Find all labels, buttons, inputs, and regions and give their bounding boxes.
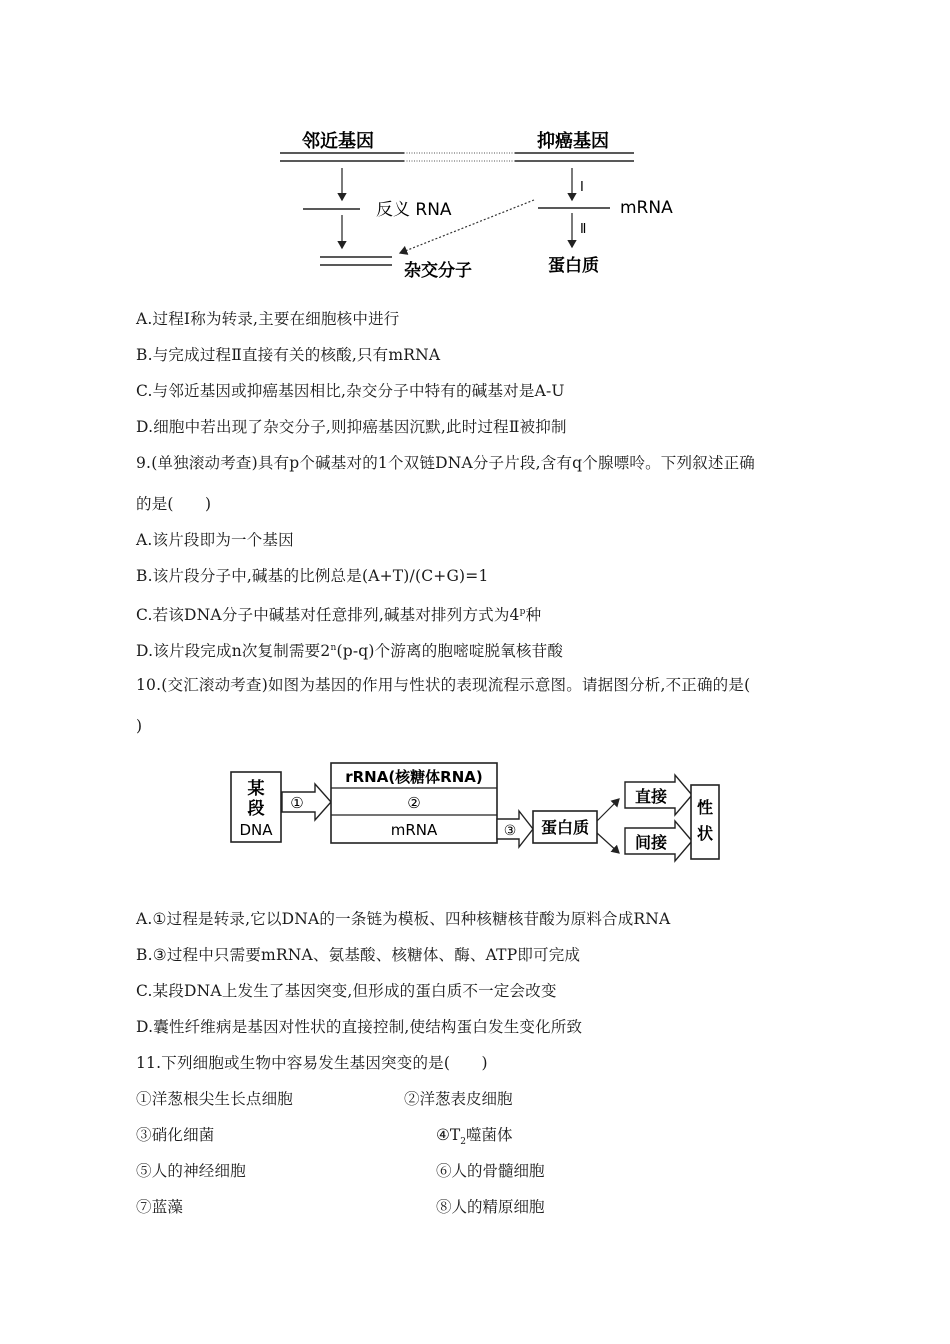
q9-option-d [136,638,563,661]
q11-item-8: ⑧人的精原细胞 [436,1198,545,1216]
step-2-label: ② [407,794,421,812]
q9-option-c-suffix: 种 [525,606,542,625]
dna-box-char-3: DNA [239,821,273,839]
q8-option-c: C.与邻近基因或抑癌基因相比,杂交分子中特有的碱基对是A-U [136,382,565,400]
gene-silencing-diagram [270,120,690,290]
q11-item-2: ②洋葱表皮细胞 [404,1090,513,1108]
q8-option-a: A.过程Ⅰ称为转录,主要在细胞核中进行 [136,310,400,328]
q9-stem-line2: 的是( ) [136,495,212,513]
trait-char-2: 状 [696,824,714,843]
hybrid-molecule-label: 杂交分子 [404,261,472,281]
protein-box-label: 蛋白质 [540,818,590,837]
process-2-label: Ⅱ [580,222,587,237]
q9-option-d-text: D.该片段完成n次复制需要2 [136,642,331,661]
q10-option-c: C.某段DNA上发生了基因突变,但形成的蛋白质不一定会改变 [136,982,557,1000]
mrna-label: mRNA [620,198,673,218]
q11-item-5: ⑤人的神经细胞 [136,1162,246,1180]
q11-stem: 11.下列细胞或生物中容易发生基因突变的是( ) [136,1054,488,1072]
tumor-suppressor-gene-label: 抑癌基因 [537,131,609,152]
q11-item-7: ⑦蓝藻 [136,1198,184,1216]
q9-option-c-exponent: p [519,607,526,617]
q11-item-4-text: ④T [436,1126,461,1144]
q9-option-d-suffix: (p-q)个游离的胞嘧啶脱氧核苷酸 [336,642,564,661]
q11-item-4 [436,1125,512,1152]
q10-option-b: B.③过程中只需要mRNA、氨基酸、核糖体、酶、ATP即可完成 [136,946,581,964]
q10-option-a: A.①过程是转录,它以DNA的一条链为模板、四种核糖核苷酸为原料合成RNA [136,910,671,928]
mrna-box-label: mRNA [390,821,438,839]
q11-item-4-subscript: 2 [460,1137,466,1148]
gene-expression-flow-diagram [225,757,725,867]
q11-item-3: ③硝化细菌 [136,1126,215,1144]
neighbor-gene-label: 邻近基因 [302,131,374,152]
rrna-label: rRNA(核糖体RNA) [345,768,483,786]
q8-option-d: D.细胞中若出现了杂交分子,则抑癌基因沉默,此时过程Ⅱ被抑制 [136,418,567,436]
q9-option-a: A.该片段即为一个基因 [136,531,294,549]
protein-label: 蛋白质 [548,256,599,276]
q9-option-c [136,602,541,625]
q10-stem-line2: ) [136,717,143,735]
q10-stem-line1: 10.(交汇滚动考查)如图为基因的作用与性状的表现流程示意图。请据图分析,不正确的是( [136,676,751,694]
dna-box-char-2: 段 [247,799,265,819]
indirect-label: 间接 [634,833,668,852]
antisense-rna-label: 反义 RNA [376,200,452,220]
q9-option-c-text: C.若该DNA分子中碱基对任意排列,碱基对排列方式为4 [136,606,520,625]
q8-option-b: B.与完成过程Ⅱ直接有关的核酸,只有mRNA [136,346,441,364]
q9-stem-line1: 9.(单独滚动考查)具有p个碱基对的1个双链DNA分子片段,含有q个腺嘌呤。下列叙述正确 [136,454,756,472]
step-1-label: ① [290,794,304,812]
q11-item-1: ①洋葱根尖生长点细胞 [136,1090,294,1108]
trait-char-1: 性 [696,798,714,817]
q11-item-4-suffix: 噬菌体 [465,1126,513,1144]
direct-label: 直接 [634,787,668,806]
q9-option-b: B.该片段分子中,碱基的比例总是(A+T)/(C+G)=1 [136,567,489,585]
process-1-label: I [580,180,584,195]
dna-box-char-1: 某 [247,779,265,799]
q10-option-d: D.囊性纤维病是基因对性状的直接控制,使结构蛋白发生变化所致 [136,1018,583,1036]
q11-item-6: ⑥人的骨髓细胞 [436,1162,545,1180]
q9-option-d-exponent: n [330,643,337,653]
step-3-label: ③ [503,823,517,839]
